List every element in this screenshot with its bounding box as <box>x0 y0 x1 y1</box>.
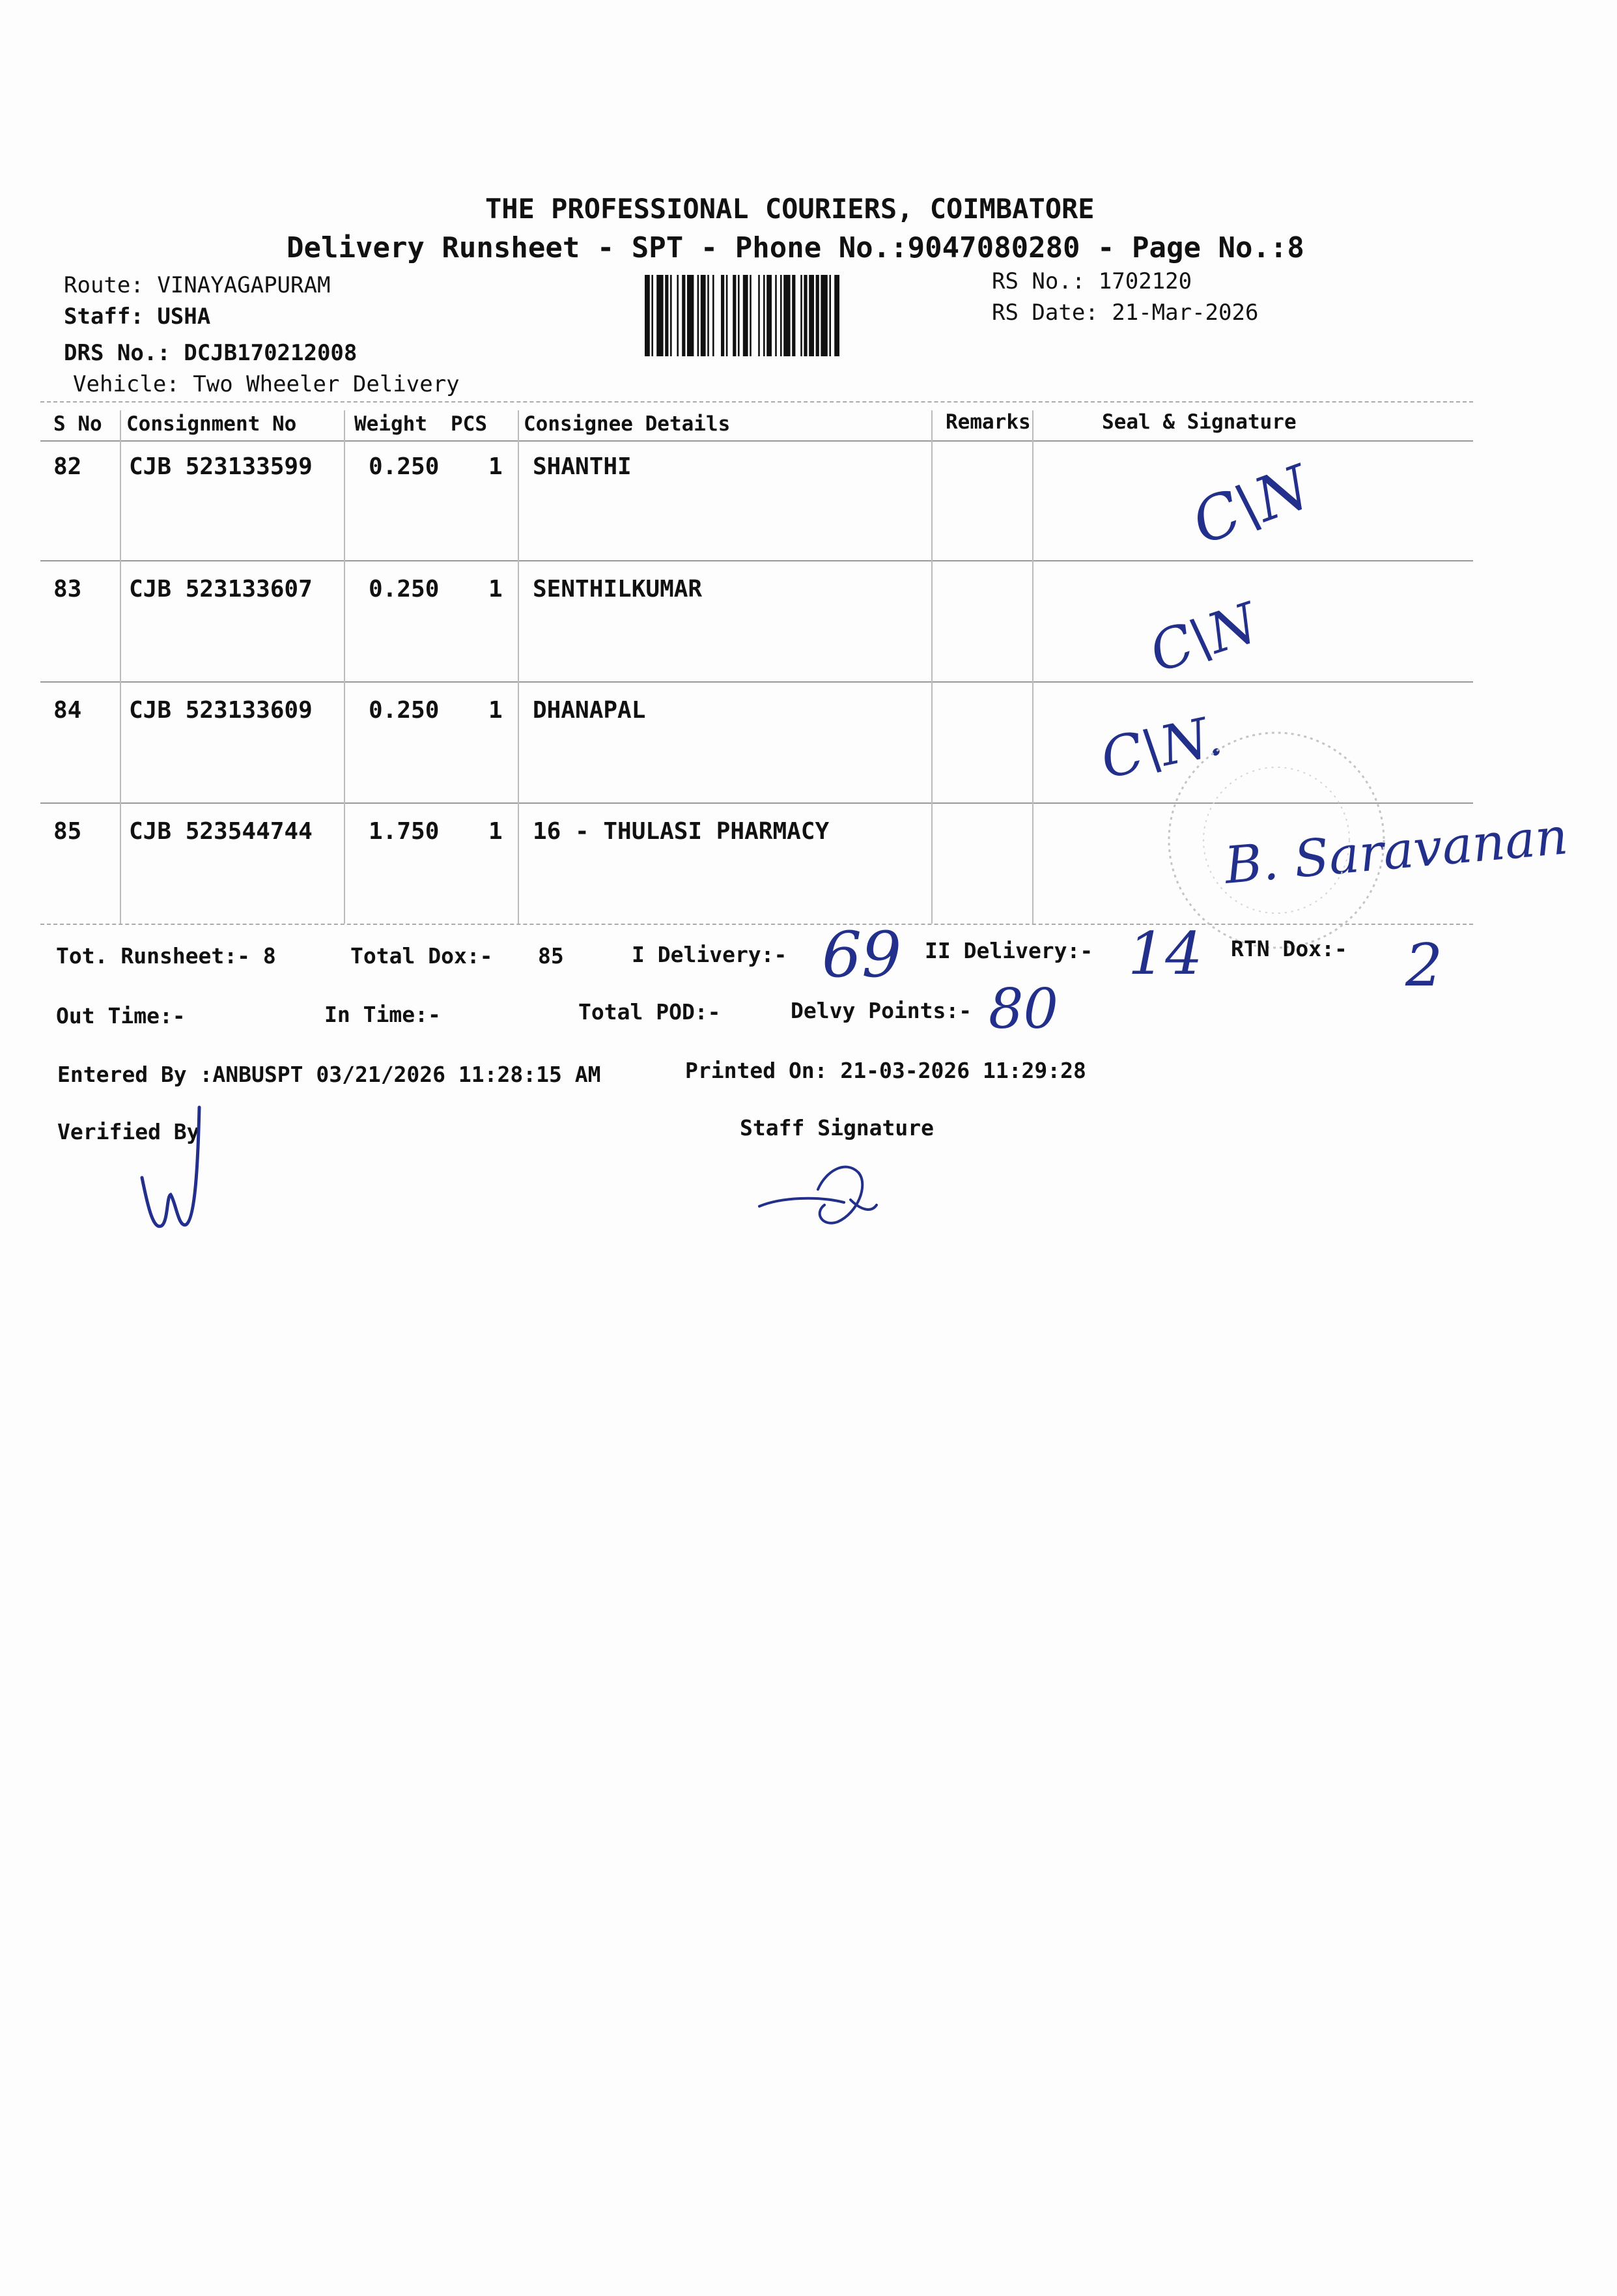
header-bottom-rule <box>40 440 1473 442</box>
cell-pcs: 1 <box>488 697 503 724</box>
delvy-points-value: 80 <box>989 977 1058 1041</box>
cell-consignment: CJB 523133607 <box>129 576 313 602</box>
barcode-bar <box>712 275 714 356</box>
barcode-bar <box>743 275 748 356</box>
staff-value: USHA <box>157 304 211 330</box>
total-dox-label: Total Dox:- <box>350 943 493 969</box>
barcode-bar <box>816 275 819 356</box>
col-header-remarks: Remarks <box>946 410 1031 434</box>
barcode-bar <box>707 275 709 356</box>
tot-runsheet-value: 8 <box>262 943 276 969</box>
col-divider <box>931 410 933 924</box>
verified-by-label: Verified By <box>57 1119 200 1144</box>
barcode-bar <box>738 275 740 356</box>
ii-delivery-value: 14 <box>1128 920 1203 988</box>
barcode-bar <box>829 275 831 356</box>
route-line <box>64 272 330 298</box>
tot-runsheet-label: Tot. Runsheet:- <box>56 943 251 969</box>
staff-label: Staff: <box>64 304 144 330</box>
rs-no-label: RS No.: <box>992 268 1086 294</box>
col-header-weight: Weight <box>354 412 427 436</box>
cell-weight: 0.250 <box>369 576 440 602</box>
barcode-bar <box>697 275 699 356</box>
barcode-bar <box>726 275 728 356</box>
col-divider <box>344 410 345 924</box>
in-time-label: In Time:- <box>324 1002 441 1027</box>
barcode-bar <box>792 275 795 356</box>
cell-weight: 0.250 <box>369 453 440 480</box>
vehicle-line <box>73 371 460 397</box>
cell-weight: 0.250 <box>369 697 440 724</box>
barcode-bar <box>766 275 772 356</box>
drs-line <box>64 340 357 366</box>
col-header-consignment: Consignment No <box>126 412 297 436</box>
barcode-bar <box>809 275 814 356</box>
rs-no-value: 1702120 <box>1098 268 1192 294</box>
vehicle-label: Vehicle: <box>73 371 180 397</box>
delvy-points-label: Delvy Points:- <box>791 998 972 1023</box>
rs-date-label: RS Date: <box>992 300 1099 326</box>
barcode-bar <box>677 275 679 356</box>
col-divider <box>1032 410 1033 924</box>
cell-sno: 84 <box>53 697 82 724</box>
row-divider <box>40 560 1473 561</box>
i-delivery-label: I Delivery:- <box>632 942 787 967</box>
barcode-bar <box>804 275 807 356</box>
company-title: THE PROFESSIONAL COURIERS, COIMBATORE <box>485 193 1095 225</box>
cell-consignee: SENTHILKUMAR <box>533 576 703 602</box>
total-dox-value: 85 <box>538 943 564 969</box>
col-header-sno: S No <box>53 412 102 436</box>
runsheet-subtitle: Delivery Runsheet - SPT - Phone No.:9047080280 - Page No.:8 <box>287 231 1304 264</box>
barcode-bar <box>665 275 668 356</box>
barcode <box>645 275 983 356</box>
vehicle-value: Two Wheeler Delivery <box>193 371 460 397</box>
cell-consignee: DHANAPAL <box>533 697 646 724</box>
barcode-bar <box>800 275 802 356</box>
out-time-label: Out Time:- <box>56 1003 186 1028</box>
ii-delivery-label: II Delivery:- <box>925 938 1093 963</box>
barcode-bar <box>834 275 839 356</box>
col-header-pcs: PCS <box>451 412 487 436</box>
i-delivery-value: 69 <box>822 918 902 991</box>
rtn-dox-label: RTN Dox:- <box>1231 936 1347 961</box>
total-pod-label: Total POD:- <box>578 999 721 1025</box>
barcode-bar <box>701 275 706 356</box>
rtn-dox-value: 2 <box>1405 931 1443 1000</box>
barcode-bar <box>656 275 663 356</box>
handwritten-signature: C\N <box>1142 590 1265 685</box>
barcode-bar <box>687 275 694 356</box>
barcode-bar <box>775 275 777 356</box>
drs-label: DRS No.: <box>64 340 171 366</box>
col-header-signature: Seal & Signature <box>1102 410 1297 434</box>
barcode-bar <box>682 275 685 356</box>
cell-pcs: 1 <box>488 576 503 602</box>
drs-value: DCJB170212008 <box>184 340 358 366</box>
cell-sno: 82 <box>53 453 82 480</box>
handwritten-signature: C\N. <box>1095 703 1228 791</box>
col-divider <box>120 410 121 924</box>
cell-consignee: 16 - THULASI PHARMACY <box>533 818 830 845</box>
tot-runsheet <box>56 943 276 969</box>
cell-pcs: 1 <box>488 818 503 845</box>
cell-sno: 85 <box>53 818 82 845</box>
staff-signature <box>759 1167 877 1223</box>
table-top-rule <box>40 401 1473 403</box>
cell-consignment: CJB 523133599 <box>129 453 313 480</box>
row-divider <box>40 681 1473 683</box>
cell-consignment: CJB 523133609 <box>129 697 313 724</box>
cell-pcs: 1 <box>488 453 503 480</box>
barcode-bar <box>783 275 790 356</box>
printed-on: Printed On: 21-03-2026 11:29:28 <box>685 1058 1086 1083</box>
handwritten-signature: C\N <box>1183 452 1319 558</box>
barcode-bar <box>758 275 760 356</box>
barcode-bar <box>763 275 765 356</box>
barcode-bar <box>645 275 650 356</box>
col-header-consignee: Consignee Details <box>524 412 731 436</box>
rs-date-line <box>992 300 1258 326</box>
barcode-bar <box>750 275 752 356</box>
barcode-bar <box>721 275 724 356</box>
barcode-bar <box>821 275 827 356</box>
barcode-bar <box>651 275 653 356</box>
handwritten-signature: B. Saravanan <box>1222 807 1571 896</box>
barcode-bar <box>670 275 672 356</box>
cell-consignee: SHANTHI <box>533 453 632 480</box>
entered-by: Entered By :ANBUSPT 03/21/2026 11:28:15 AM <box>57 1062 601 1087</box>
staff-line <box>64 304 210 330</box>
cell-consignment: CJB 523544744 <box>129 818 313 845</box>
route-label: Route: <box>64 272 144 298</box>
rs-no-line <box>992 268 1192 294</box>
cell-weight: 1.750 <box>369 818 440 845</box>
barcode-bar <box>780 275 782 356</box>
cell-sno: 83 <box>53 576 82 602</box>
rs-date-value: 21-Mar-2026 <box>1112 300 1259 326</box>
col-divider <box>518 410 519 924</box>
barcode-bar <box>733 275 736 356</box>
route-value: VINAYAGAPURAM <box>157 272 331 298</box>
staff-signature-label: Staff Signature <box>740 1115 935 1141</box>
